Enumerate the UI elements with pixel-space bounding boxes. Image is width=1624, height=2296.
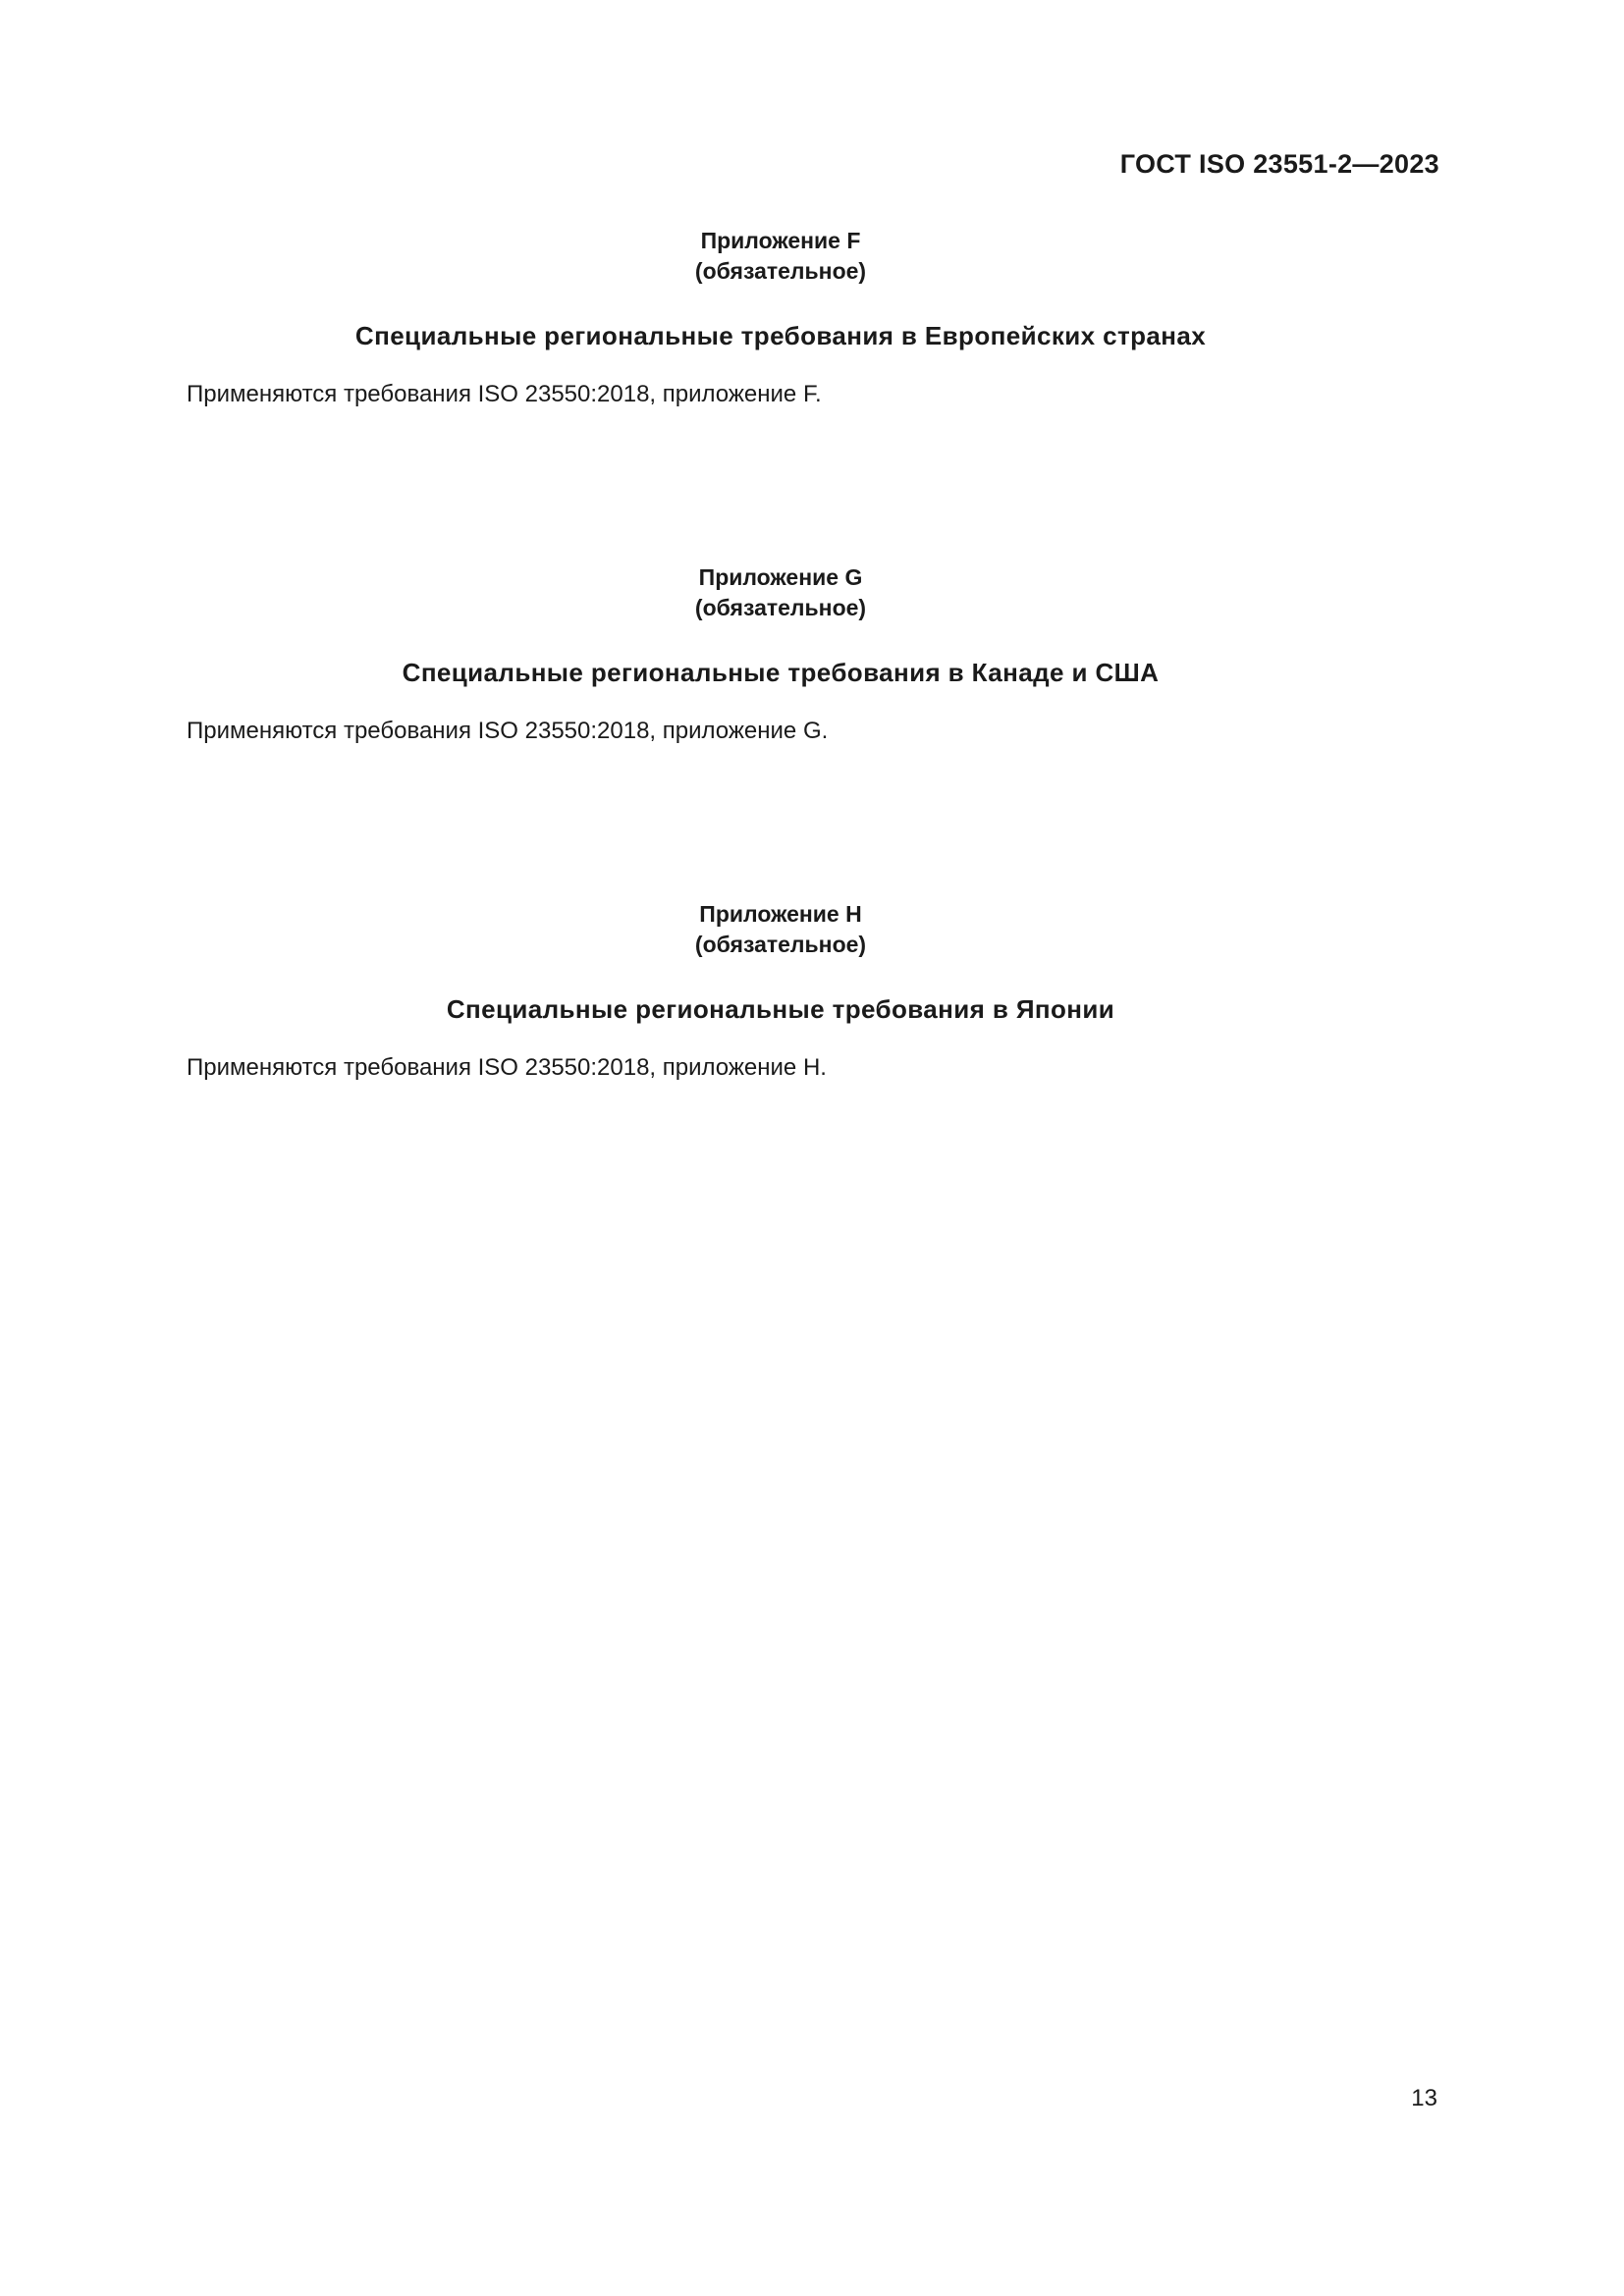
annex-h-section — [187, 899, 1375, 1084]
annex-h-heading: Специальные региональные требования в Японии — [446, 994, 1115, 1024]
annex-f-status: (обязательное) — [694, 258, 867, 284]
annex-h-status: (обязательное) — [694, 932, 867, 957]
annex-h-title: Приложение H — [699, 901, 862, 927]
annex-g-status: (обязательное) — [694, 595, 867, 620]
standard-id-header: ГОСТ ISO 23551-2—2023 — [1119, 149, 1439, 179]
annex-f-section — [187, 226, 1375, 410]
annex-g-section — [187, 562, 1375, 747]
annex-g-heading: Специальные региональные требования в Канаде и США — [402, 658, 1160, 687]
annex-h-body: Применяются требования ISO 23550:2018, приложение H. — [187, 1054, 827, 1081]
annex-g-body: Применяются требования ISO 23550:2018, приложение G. — [187, 718, 829, 744]
annex-f-heading: Специальные региональные требования в Европейских странах — [354, 321, 1207, 350]
annex-g-title: Приложение G — [698, 564, 863, 590]
annex-f-title: Приложение F — [700, 228, 861, 253]
page-number: 13 — [1411, 2085, 1437, 2111]
annex-f-body: Применяются требования ISO 23550:2018, приложение F. — [187, 381, 822, 407]
